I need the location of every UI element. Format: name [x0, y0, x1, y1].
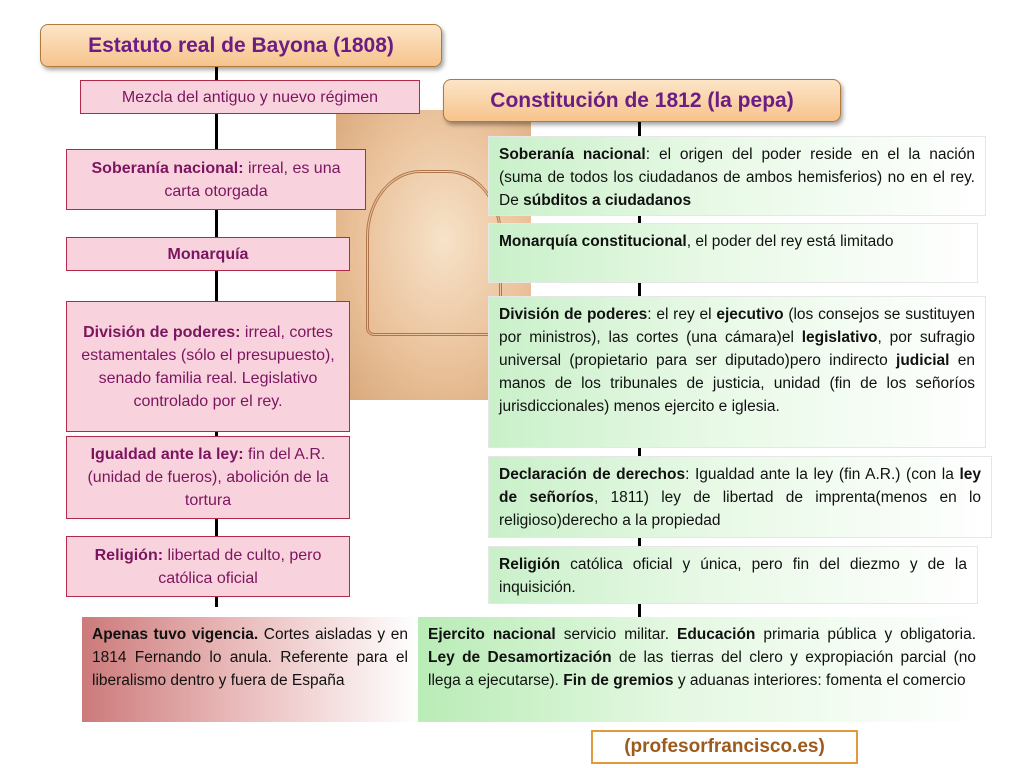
left-religion-label: Religión:	[94, 546, 164, 564]
left-box-division	[66, 301, 350, 432]
reformas-t4: y aduanas interiores: fomenta el comercio	[673, 672, 966, 689]
vigencia-label: Apenas tuvo vigencia.	[92, 626, 259, 643]
right-box-religion	[488, 546, 978, 604]
constitucion-1812-title: Constitución de 1812 (la pepa)	[443, 79, 841, 122]
ejercito-label: Ejercito nacional	[428, 626, 556, 643]
left-division-label: División de poderes:	[83, 323, 241, 341]
left-box-monarquia	[66, 237, 350, 271]
right-declaracion-ley: ley de señoríos	[499, 466, 982, 506]
right-division-legislativo: legislativo	[801, 329, 878, 346]
footer-website-label: (profesorfrancisco.es)	[591, 730, 858, 764]
left-igualdad-label: Igualdad ante la ley:	[90, 446, 244, 463]
left-division-text	[77, 321, 339, 413]
right-declaracion-t1: : Igualdad ante la ley (fin A.R.) (con la	[685, 466, 960, 483]
cover-ornament	[366, 170, 502, 336]
right-soberania-desc: : el origen del poder reside en el la nación (suma de todos los ciudadanos de ambos hemisferios) no en el rey. De	[499, 146, 975, 209]
left-monarquia-text: Monarquía	[167, 245, 249, 263]
bottom-reformas-box	[418, 617, 986, 722]
left-soberania-desc: irreal, es una carta otorgada	[164, 159, 341, 200]
educacion-label: Educación	[677, 626, 756, 643]
left-soberania-text	[77, 157, 355, 203]
left-division-desc: irreal, cortes estamentales (sólo el presupuesto), senado familia real. Legislativo controlado por el rey.	[81, 323, 335, 410]
left-soberania-label: Soberanía nacional:	[91, 159, 244, 177]
left-religion-desc: libertad de culto, pero católica oficial	[158, 546, 322, 587]
right-division-label: División de poderes	[499, 306, 648, 323]
right-division-ejecutivo: ejecutivo	[716, 306, 784, 323]
right-division-t2: (los consejos se sustituyen por ministros), las cortes (una cámara)el	[499, 306, 975, 346]
vigencia-desc: Cortes aisladas y en 1814 Fernando lo anula. Referente para el liberalismo dentro y fuera de España	[92, 626, 408, 689]
reformas-t2: primaria pública y obligatoria.	[755, 626, 976, 643]
bottom-vigencia-box	[82, 617, 418, 722]
left-box-igualdad	[66, 436, 350, 519]
left-religion-text	[77, 544, 339, 590]
desamortizacion-label: Ley de Desamortización	[428, 649, 612, 666]
mezcla-text: Mezcla del antiguo y nuevo régimen	[121, 88, 379, 106]
right-box-division	[488, 296, 986, 448]
right-soberania-label: Soberanía nacional	[499, 146, 646, 163]
right-declaracion-label: Declaración de derechos	[499, 466, 686, 483]
left-igualdad-text	[77, 443, 339, 512]
right-box-declaracion	[488, 456, 992, 538]
gremios-label: Fin de gremios	[563, 672, 674, 689]
reformas-t1: servicio militar.	[555, 626, 677, 643]
right-division-judicial: judicial	[896, 352, 950, 369]
right-religion-label: Religión	[499, 556, 561, 573]
reformas-t3: de las tierras del clero y expropiación parcial (no llega a ejecutarse).	[428, 649, 976, 689]
left-box-religion	[66, 536, 350, 597]
right-box-soberania	[488, 136, 986, 216]
right-declaracion-t2: , 1811) ley de libertad de imprenta(menos en lo religioso)derecho a la propiedad	[499, 489, 982, 529]
right-monarquia-desc: , el poder del rey está limitado	[686, 233, 894, 250]
right-religion-desc: católica oficial y única, pero fin del diezmo y de la inquisición.	[499, 556, 967, 596]
right-division-t4: en manos de los tribunales de justicia, unidad (fin de los señoríos jurisdiccionales) menos ejercito e iglesia.	[499, 352, 975, 415]
left-box-soberania	[66, 149, 366, 210]
right-soberania-emph: súbditos a ciudadanos	[523, 192, 692, 209]
right-division-t1: : el rey el	[647, 306, 717, 323]
left-box-mezcla	[80, 80, 420, 114]
left-igualdad-desc: fin del A.R. (unidad de fueros), abolición de la tortura	[87, 446, 329, 509]
estatuto-bayona-title: Estatuto real de Bayona (1808)	[40, 24, 442, 67]
right-division-t3: , por sufragio universal (propietario para ser diputado)pero indirecto	[499, 329, 976, 369]
right-monarquia-label: Monarquía constitucional	[499, 233, 687, 250]
right-box-monarquia	[488, 223, 978, 283]
